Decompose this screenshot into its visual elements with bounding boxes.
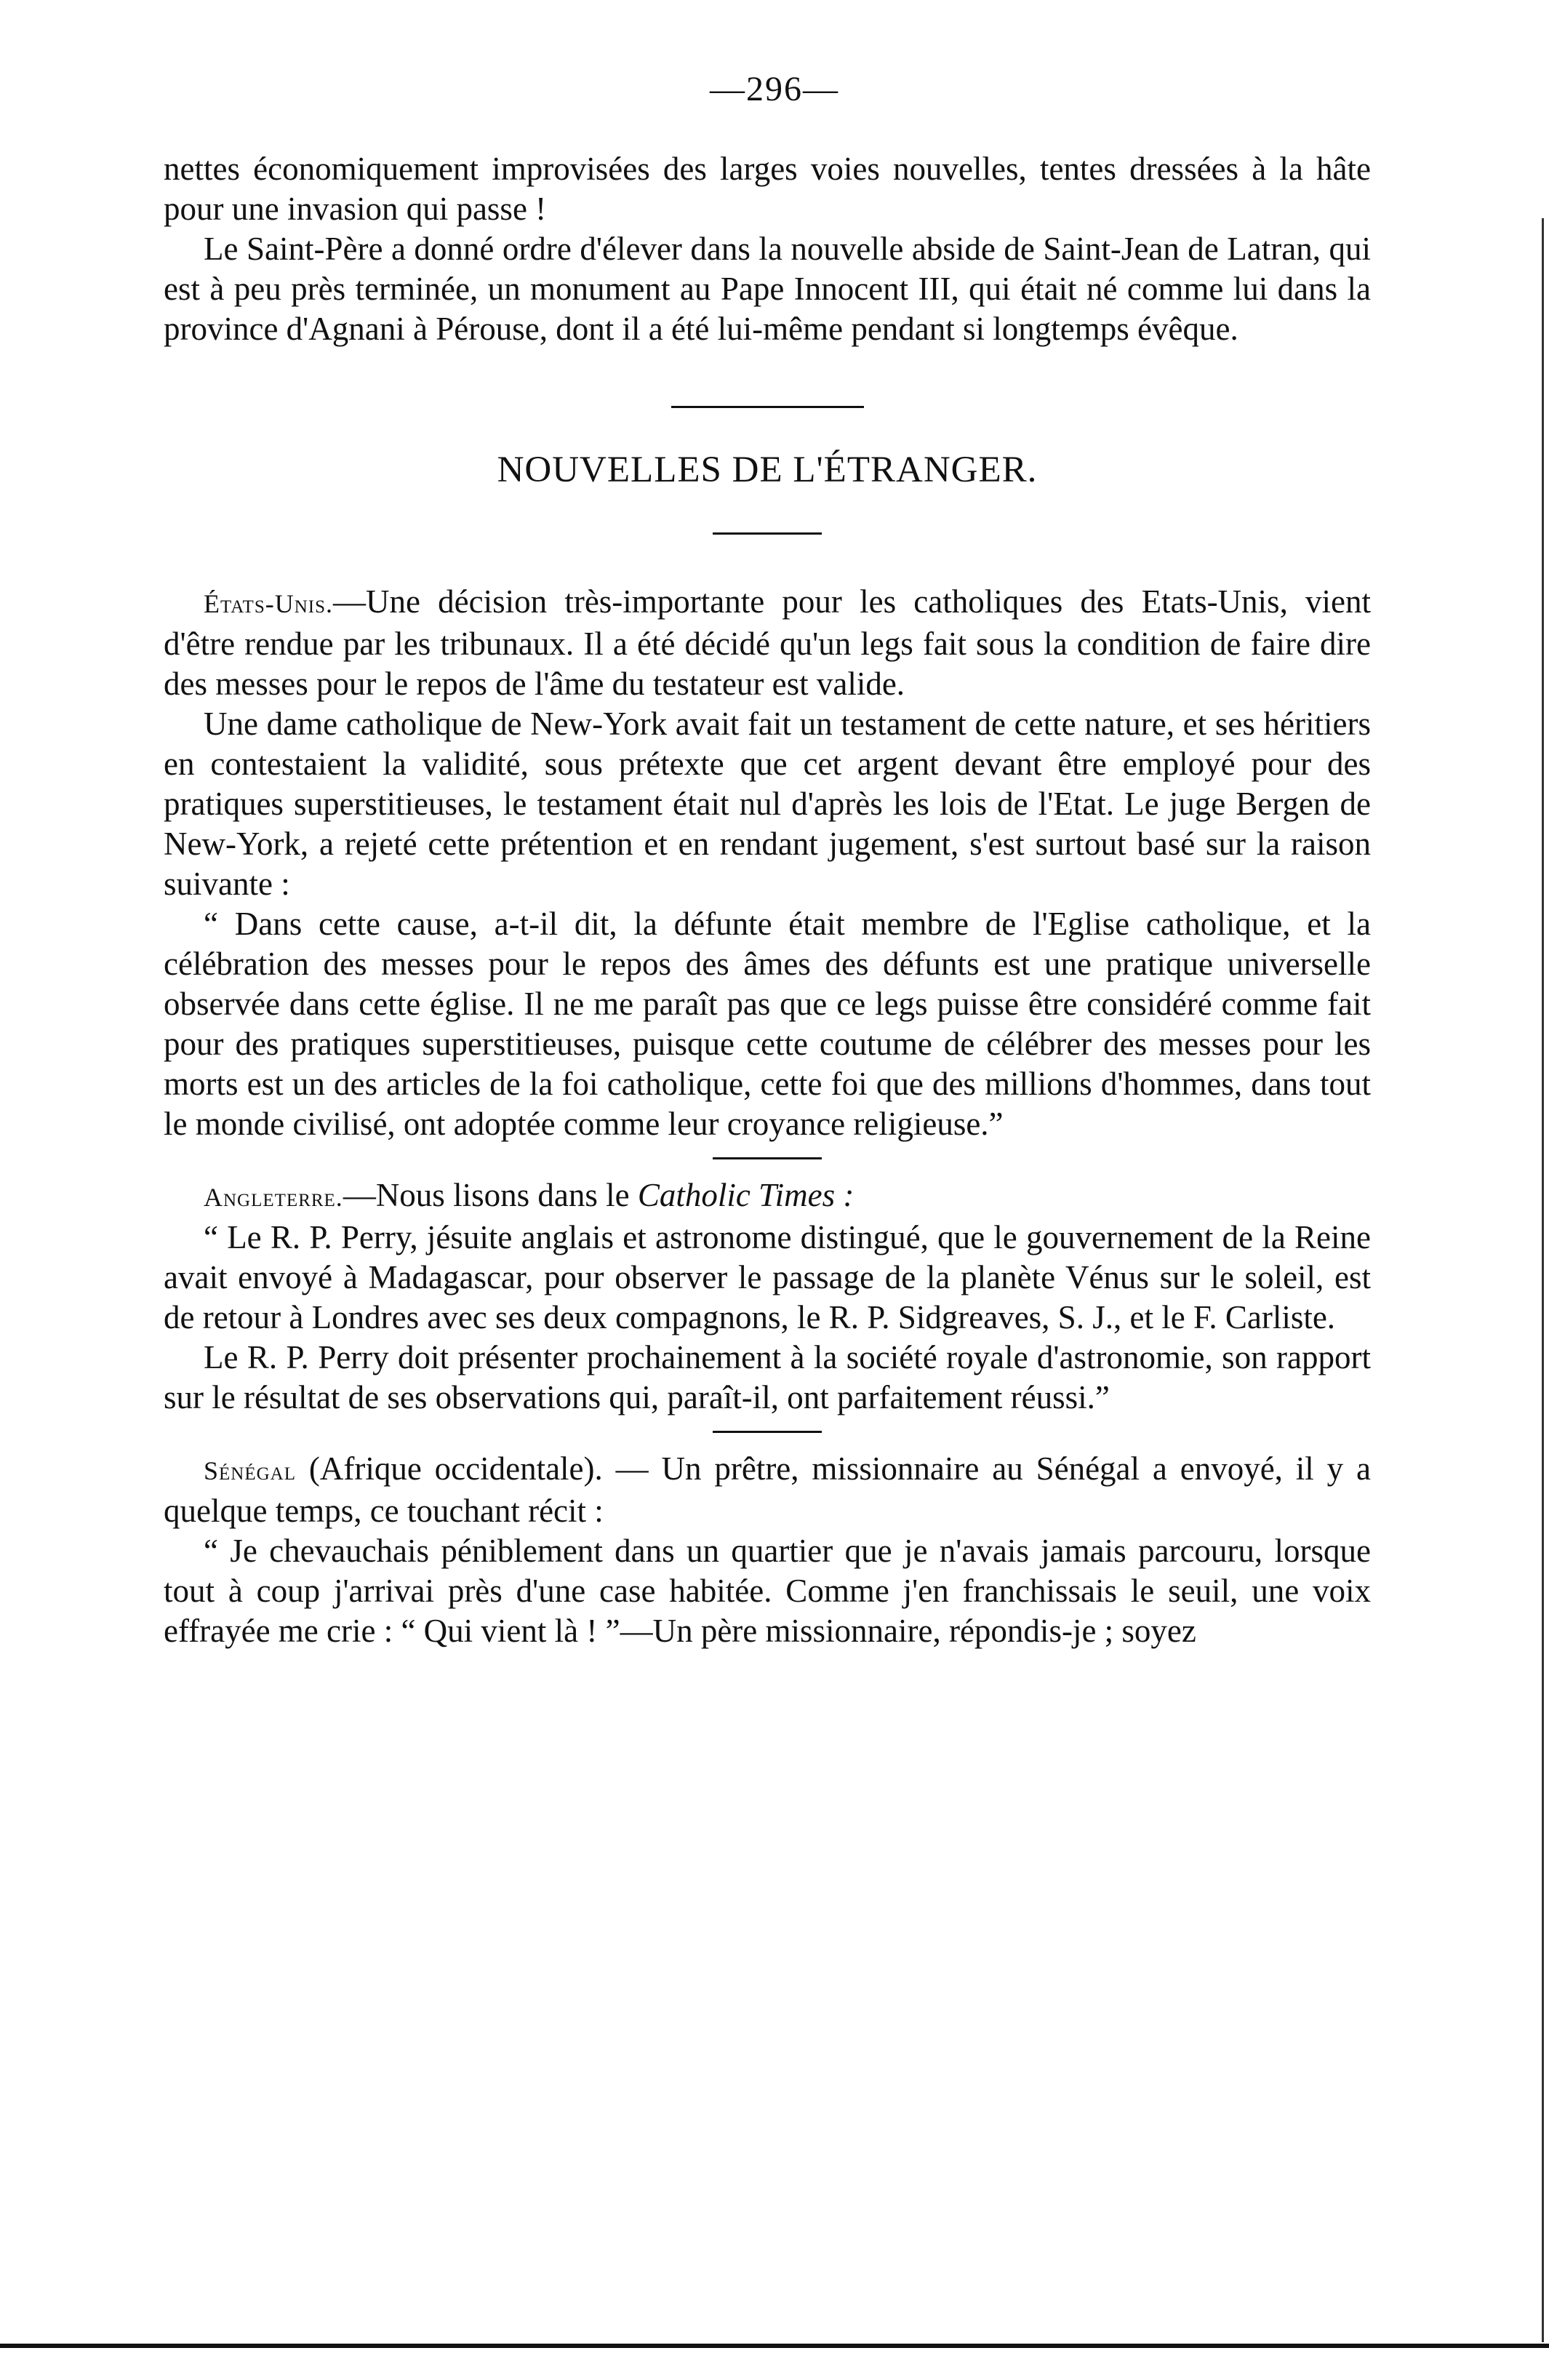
- page-edge-line: [1542, 218, 1544, 2342]
- paragraph-perry: “ Le R. P. Perry, jésuite anglais et astronome distingué, que le gouvernement de la Reine avait envoyé à Madagascar, pour observer le passage de la planète Vénus sur le soleil, est de retour à Londres avec ses deux compagnons, le R. P. Sidgreaves, S. J., et le F. Carliste.: [164, 1219, 1371, 1335]
- source-title: Catholic Times :: [637, 1177, 854, 1213]
- separator-rule: [713, 1157, 822, 1159]
- paragraph-saint-pere: Le Saint-Père a donné ordre d'élever dans la nouvelle abside de Saint-Jean de Latran, qui est à peu près terminée, un monument au Pape Innocent III, qui était né comme lui dans la province d'Agnani à Pérouse, dont il a été lui-même pendant si longtemps évêque.: [164, 231, 1371, 347]
- separator-rule: [713, 1431, 822, 1433]
- paragraph-continuation: nettes économiquement improvisées des larges voies nouvelles, tentes dressées à la hâte pour une invasion qui passe !: [164, 151, 1371, 227]
- paragraph-senegal-quote: “ Je chevauchais péniblement dans un quartier que je n'avais jamais parcouru, lorsque tout à coup j'arrivai près d'une case habitée. Comme j'en franchissais le seuil, une voix effrayée me crie : “ Qui vient là ! ”—Un père missionnaire, répondis-je ; soyez: [164, 1533, 1371, 1649]
- paragraph-perry-report: Le R. P. Perry doit présenter prochainement à la société royale d'astronomie, son rapport sur le résultat de ses observations qui, paraît-il, ont parfaitement réussi.”: [164, 1339, 1371, 1415]
- angleterre-intro: —Nous lisons dans le: [343, 1177, 638, 1213]
- paragraph-senegal: [164, 1449, 1371, 1531]
- senegal-text: (Afrique occidentale). — Un prêtre, missionnaire au Sénégal a envoyé, il y a quelque temps, ce touchant récit :: [164, 1450, 1371, 1529]
- paragraph-angleterre: [164, 1175, 1371, 1218]
- body-text: [164, 149, 1371, 1651]
- section-label-angleterre: Angleterre.: [204, 1183, 343, 1212]
- bottom-rule: [0, 2344, 1549, 2348]
- separator-rule: [671, 406, 864, 408]
- page-number: —296—: [710, 70, 839, 108]
- paragraph-new-york: Une dame catholique de New-York avait fait un testament de cette nature, et ses héritiers en contestaient la validité, sous prétexte que cet argent devant être employé pour des pratiques superstitieuses, le testament était nul d'après les lois de l'Etat. Le juge Bergen de New-York, a rejeté cette prétention et en rendant jugement, s'est surtout basé sur la raison suivante :: [164, 706, 1371, 902]
- paragraph-quote-bergen: “ Dans cette cause, a-t-il dit, la défunte était membre de l'Eglise catholique, et la célébration des messes pour le repos des âmes des défunts est une pratique universelle observée dans cette église. Il ne me paraît pas que ce legs puisse être considéré comme fait pour des pratiques superstitieuses, puisque cette coutume de célébrer des messes pour les morts est un des articles de la foi catholique, cette foi que des millions d'hommes, dans tout le monde civilisé, ont adoptée comme leur croyance religieuse.”: [164, 906, 1371, 1142]
- separator-rule: [713, 532, 822, 535]
- section-label-senegal: Sénégal: [204, 1456, 296, 1485]
- etats-unis-text: —Une décision très-importante pour les catholiques des Etats-Unis, vient d'être rendue par les tribunaux. Il a été décidé qu'un legs fait sous la condition de faire dire des messes pour le repos de l'âme du testateur est valide.: [164, 583, 1371, 702]
- paragraph-etats-unis: [164, 582, 1371, 704]
- section-label-etats-unis: États-Unis.: [204, 589, 333, 618]
- section-heading: NOUVELLES DE L'ÉTRANGER.: [497, 450, 1038, 490]
